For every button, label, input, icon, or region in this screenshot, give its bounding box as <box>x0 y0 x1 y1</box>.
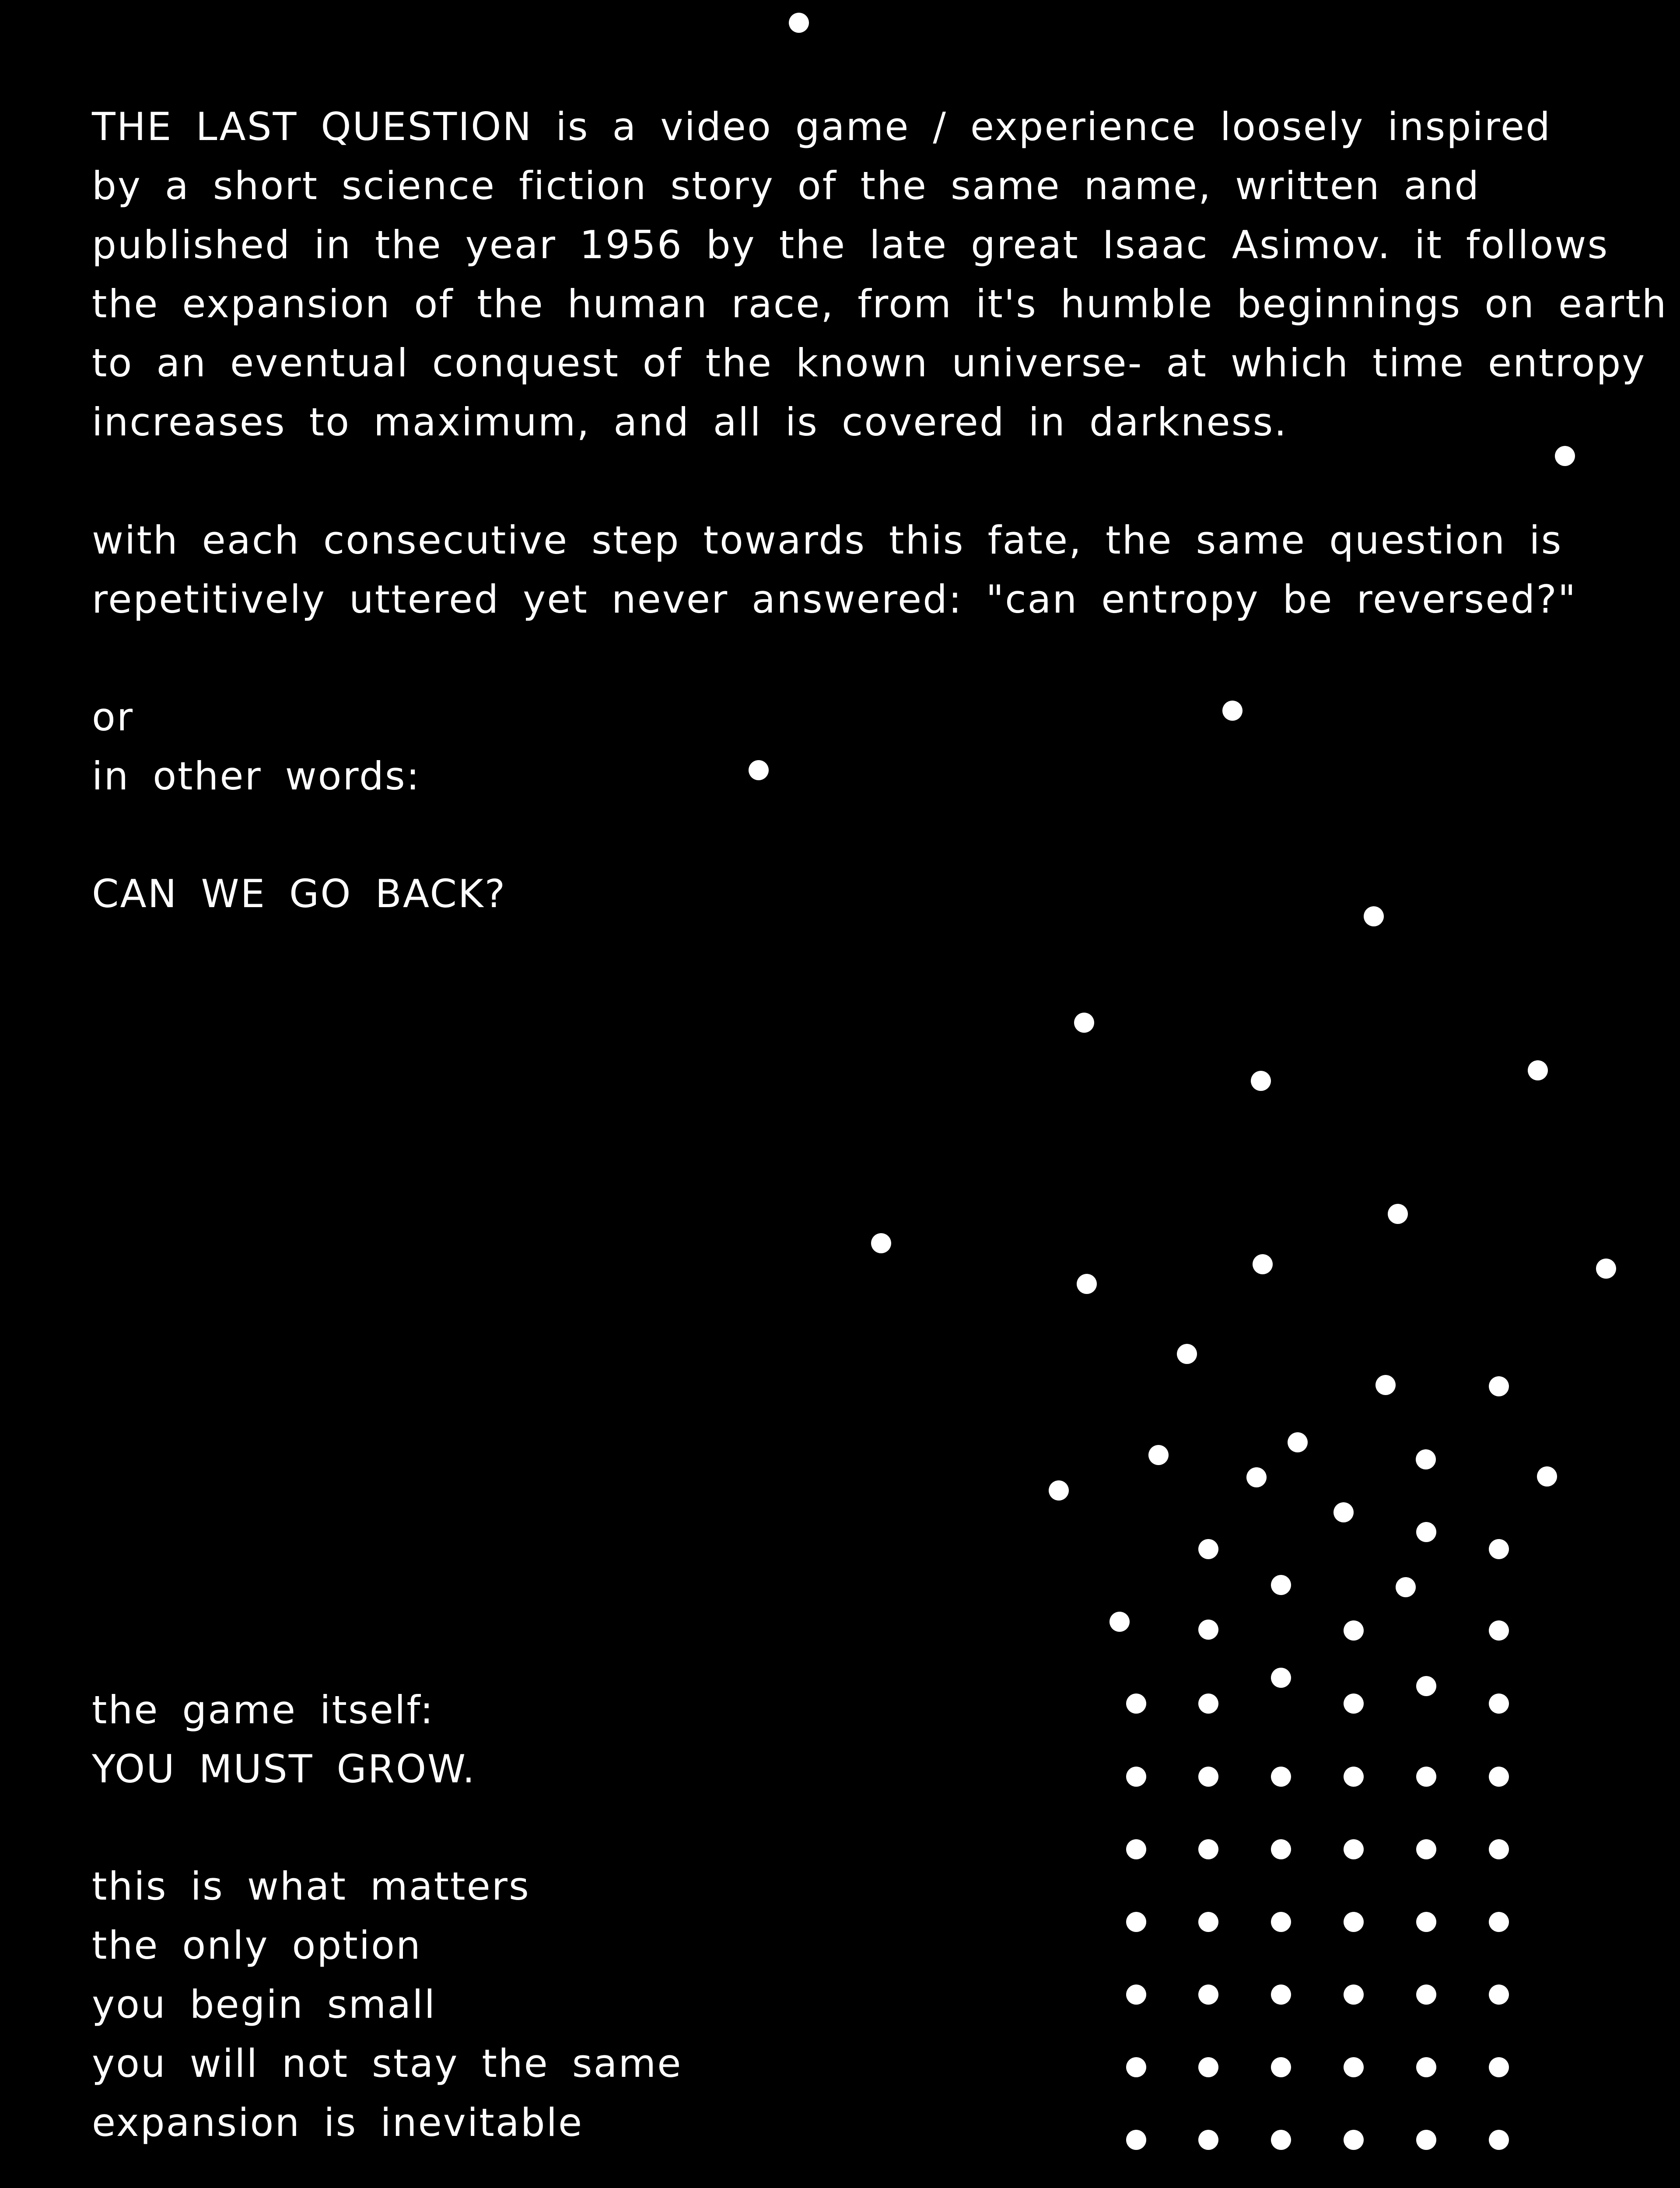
particle-dot <box>1537 1466 1557 1487</box>
particle-dot <box>1416 1449 1436 1469</box>
headline-text: CAN WE GO BACK? <box>92 871 507 916</box>
grid-dot <box>1126 1839 1146 1859</box>
particle-dot <box>789 13 809 33</box>
grid-dot <box>1489 2057 1509 2077</box>
question-line: repetitively uttered yet never answered: "can entropy be reversed?" <box>92 577 1577 622</box>
particle-dot <box>871 1233 891 1253</box>
particle-dot <box>1396 1577 1416 1597</box>
grid-dot <box>1126 1985 1146 2005</box>
grid-dot <box>1271 2057 1291 2077</box>
grid-dot <box>1416 1767 1436 1787</box>
grid-dot <box>1489 1985 1509 2005</box>
question-line: with each consecutive step towards this fate, the same question is <box>92 518 1563 563</box>
closing-line: you begin small <box>92 1982 437 2027</box>
grid-dot <box>1198 2130 1218 2150</box>
particle-dot <box>1222 701 1242 721</box>
particle-dot <box>1077 1274 1097 1294</box>
particle-dot <box>1334 1502 1354 1522</box>
grid-dot <box>1198 2057 1218 2077</box>
particle-dot <box>1416 1522 1436 1542</box>
particle-dot <box>1049 1480 1069 1501</box>
game-line: the game itself: <box>92 1687 434 1732</box>
particle-dot <box>1148 1445 1169 1465</box>
intro-line: by a short science fiction story of the same name, written and <box>92 163 1480 208</box>
particle-dot <box>1489 1539 1509 1559</box>
intro-line: the expansion of the human race, from it's humble beginnings on earth <box>92 281 1668 326</box>
intro-line: published in the year 1956 by the late great Isaac Asimov. it follows <box>92 222 1609 267</box>
particle-dot <box>1489 1376 1509 1396</box>
grid-dot <box>1198 1912 1218 1932</box>
grid-dot <box>1271 1912 1291 1932</box>
particle-dot <box>1246 1467 1267 1487</box>
grid-dot <box>1344 1839 1364 1859</box>
particle-dot <box>1110 1612 1130 1632</box>
grid-dot <box>1344 2130 1364 2150</box>
particle-dot <box>1555 446 1575 466</box>
particle-dot <box>1271 1575 1291 1595</box>
grid-dot <box>1416 2130 1436 2150</box>
alternate-line: in other words: <box>92 754 421 799</box>
particle-dot <box>1596 1259 1616 1279</box>
particle-dot <box>1528 1060 1548 1080</box>
intro-line: THE LAST QUESTION is a video game / experience loosely inspired <box>92 104 1551 149</box>
closing-line: the only option <box>92 1923 422 1968</box>
grid-dot <box>1344 1767 1364 1787</box>
particle-dot <box>1198 1620 1218 1640</box>
grid-dot <box>1489 1912 1509 1932</box>
particle-dot <box>1376 1375 1396 1395</box>
particle-dot <box>1288 1432 1308 1452</box>
particle-dot <box>749 760 769 780</box>
grid-dot <box>1198 1694 1218 1714</box>
grid-dot <box>1489 1694 1509 1714</box>
grid-dot <box>1416 2057 1436 2077</box>
grid-dot <box>1126 1694 1146 1714</box>
particle-dot <box>1198 1539 1218 1559</box>
closing-line: you will not stay the same <box>92 2041 682 2086</box>
grid-dot <box>1416 1912 1436 1932</box>
grid-dot <box>1416 1839 1436 1859</box>
particle-dot <box>1074 1013 1094 1033</box>
grid-dot <box>1271 1985 1291 2005</box>
particle-dot <box>1344 1620 1364 1641</box>
particle-dot <box>1253 1254 1273 1274</box>
particle-dot <box>1271 1668 1291 1688</box>
grid-dot <box>1271 1767 1291 1787</box>
grid-dot <box>1271 1839 1291 1859</box>
grid-dot <box>1416 1985 1436 2005</box>
closing-line: this is what matters <box>92 1864 530 1909</box>
intro-line: to an eventual conquest of the known universe- at which time entropy <box>92 340 1646 386</box>
grid-dot <box>1489 1767 1509 1787</box>
grid-dot <box>1271 2130 1291 2150</box>
grid-dot <box>1198 1767 1218 1787</box>
game-line: YOU MUST GROW. <box>92 1746 476 1792</box>
grid-dot <box>1344 1985 1364 2005</box>
grid-dot <box>1344 1912 1364 1932</box>
grid-dot <box>1198 1839 1218 1859</box>
alternate-line: or <box>92 694 134 740</box>
particle-dot <box>1489 1620 1509 1641</box>
particle-dot <box>1388 1204 1408 1224</box>
particle-dot <box>1251 1071 1271 1091</box>
grid-dot <box>1489 2130 1509 2150</box>
grid-dot <box>1198 1985 1218 2005</box>
grid-dot <box>1126 1767 1146 1787</box>
grid-dot <box>1126 2057 1146 2077</box>
particle-dot <box>1177 1344 1197 1364</box>
grid-dot <box>1126 1912 1146 1932</box>
grid-dot <box>1489 1839 1509 1859</box>
grid-dot <box>1344 1694 1364 1714</box>
particle-dot <box>1416 1676 1436 1696</box>
grid-dot <box>1126 2130 1146 2150</box>
grid-dot <box>1344 2057 1364 2077</box>
particle-dot <box>1364 906 1384 926</box>
intro-line: increases to maximum, and all is covered in darkness. <box>92 400 1288 445</box>
closing-line: expansion is inevitable <box>92 2100 584 2145</box>
